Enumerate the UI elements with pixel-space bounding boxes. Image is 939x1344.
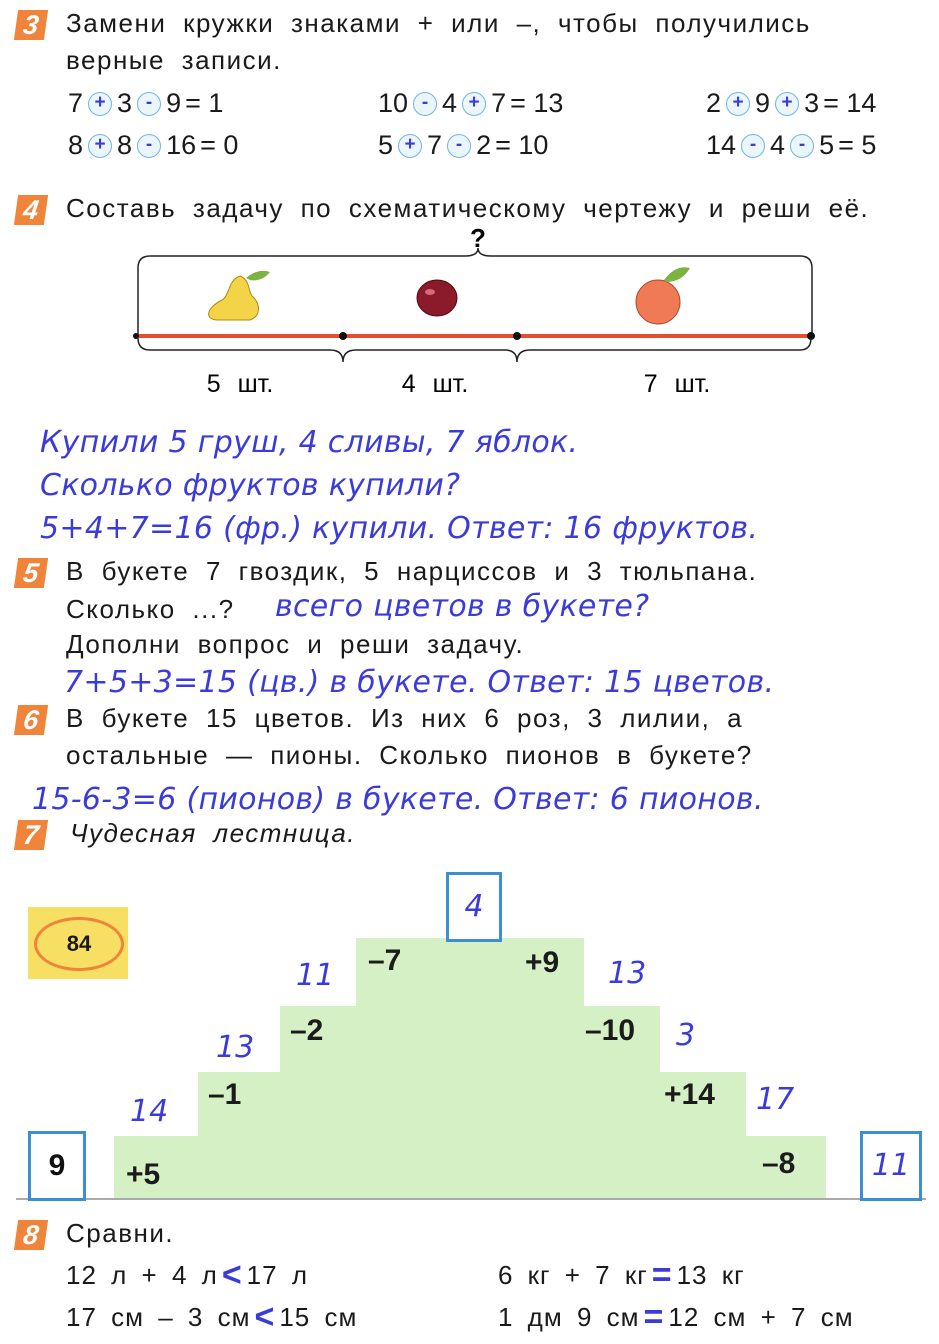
operator-circle: - (447, 134, 471, 158)
task-6-text-line1: В букете 15 цветов. Из них 6 роз, 3 лилии, а (66, 703, 744, 733)
segment-label-plums: 4 шт. (401, 370, 469, 398)
operator-circle: + (398, 134, 422, 158)
ladder-step-1 (114, 1136, 826, 1200)
equation-operand: 3 (117, 88, 133, 118)
task-6-text-line2: остальные — пионы. Сколько пионов в букете? (66, 740, 753, 770)
task-3-text-line1: Замени кружки знаками + или –, чтобы получились (66, 8, 811, 38)
operator-circle: + (726, 92, 750, 116)
task-5-answer: 7+5+3=15 (цв.) в букете. Ответ: 15 цветов. (64, 665, 775, 700)
ladder-value-right-3: 17 (756, 1082, 795, 1117)
equation-operand: 7 (491, 88, 507, 118)
equation-operand: 5 (378, 130, 394, 160)
operator-circle: - (790, 134, 814, 158)
compare-3-sign: < (254, 1298, 276, 1336)
ladder-op-right-1: +9 (525, 946, 560, 979)
task-5-number: 5 (14, 558, 48, 588)
compare-3-right: 15 см (279, 1302, 358, 1332)
task-5-text-line1: В букете 7 гвоздик, 5 нарциссов и 3 тюльпана. (66, 556, 758, 586)
operator-circle: - (137, 134, 161, 158)
task-5-text-line2: Сколько ...? (66, 594, 235, 624)
equation-operand: 16 (166, 130, 197, 160)
compare-row-3 (66, 1298, 357, 1337)
ladder-end-box (860, 1131, 922, 1201)
compare-row-2 (498, 1256, 745, 1295)
compare-1-left: 12 л + 4 л (66, 1260, 218, 1290)
equation-operand: 9 (755, 88, 771, 118)
task-5-text-line3: Дополни вопрос и реши задачу. (66, 629, 525, 659)
operator-circle: - (741, 134, 765, 158)
operator-circle: - (413, 92, 437, 116)
compare-4-right: 12 см + 7 см (668, 1302, 854, 1332)
equation-result: = 13 (510, 88, 564, 118)
compare-row-1 (66, 1256, 308, 1295)
apple-icon (636, 267, 690, 324)
task-4-answer-line1: Купили 5 груш, 4 сливы, 7 яблок. (40, 425, 579, 460)
compare-1-sign: < (221, 1256, 243, 1294)
ladder-value-left-3: 11 (296, 958, 335, 993)
equation-operand: 4 (770, 130, 786, 160)
equation-operand: 3 (804, 88, 820, 118)
compare-1-right: 17 л (246, 1260, 308, 1290)
task-8-number: 8 (14, 1220, 48, 1250)
task-3-number: 3 (14, 10, 48, 40)
compare-row-4 (498, 1298, 854, 1337)
equation (376, 130, 550, 161)
equation (704, 130, 878, 161)
equation (66, 88, 225, 119)
equation-operand: 7 (427, 130, 443, 160)
page-number-badge (28, 907, 128, 979)
operator-circle: + (775, 92, 799, 116)
equation (376, 88, 565, 119)
task-4-answer-line2: Сколько фруктов купили? (40, 468, 461, 503)
equation (66, 130, 240, 161)
equation-operand: 10 (378, 88, 409, 118)
task-6-answer: 15-6-3=6 (пионов) в букете. Ответ: 6 пионов. (32, 782, 764, 817)
operator-circle: + (462, 92, 486, 116)
equation-operand: 8 (68, 130, 84, 160)
ladder-op-left-1: +5 (126, 1158, 161, 1191)
segment-label-apples: 7 шт. (643, 370, 711, 398)
equation-result: = 5 (838, 130, 877, 160)
ladder-op-right-3: +14 (664, 1078, 715, 1111)
compare-2-left: 6 кг + 7 кг (498, 1260, 648, 1290)
plum-icon (417, 280, 457, 316)
compare-2-right: 13 кг (676, 1260, 745, 1290)
ladder-op-right-2: –10 (585, 1014, 636, 1047)
ladder-start-box: 9 (28, 1131, 86, 1201)
task-7-number: 7 (14, 820, 48, 850)
ladder-value-left-1: 14 (130, 1094, 169, 1129)
operator-circle: + (88, 134, 112, 158)
ladder-value-left-2: 13 (216, 1030, 255, 1065)
task-4-answer-line3: 5+4+7=16 (фр.) купили. Ответ: 16 фруктов. (40, 511, 759, 546)
equation-operand: 9 (166, 88, 182, 118)
ladder-value-right-1: 13 (608, 956, 647, 991)
ladder-baseline (16, 1198, 926, 1200)
equation-operand: 2 (706, 88, 722, 118)
equation-operand: 14 (706, 130, 737, 160)
task-8-title: Сравни. (66, 1218, 175, 1248)
task-7-title: Чудесная лестница. (70, 818, 357, 848)
compare-3-left: 17 см – 3 см (66, 1302, 251, 1332)
compare-4-sign: = (643, 1298, 665, 1336)
equation-operand: 4 (442, 88, 458, 118)
equation-operand: 2 (476, 130, 492, 160)
equation-operand: 8 (117, 130, 133, 160)
ladder-top-box (446, 872, 502, 942)
task-3-text-line2: верные записи. (66, 45, 282, 75)
question-mark: ? (470, 223, 486, 253)
segment-label-pears: 5 шт. (206, 370, 274, 398)
compare-2-sign: = (651, 1256, 673, 1294)
ladder-op-left-2: –1 (208, 1078, 242, 1111)
equation-result: = 0 (200, 130, 239, 160)
page-number: 84 (34, 917, 124, 971)
equation-result: = 10 (495, 130, 549, 160)
ladder-top-value: 4 (464, 889, 484, 924)
equation-operand: 5 (819, 130, 835, 160)
pear-icon (209, 271, 270, 320)
ladder-end-value: 11 (871, 1148, 911, 1183)
operator-circle: + (88, 92, 112, 116)
ladder-value-right-2: 3 (676, 1018, 696, 1053)
task-5-handwritten-question: всего цветов в букете? (275, 589, 650, 624)
task-6-number: 6 (14, 705, 48, 735)
task-4-number: 4 (14, 195, 48, 225)
equation (704, 88, 878, 119)
ladder-op-left-3: –2 (290, 1014, 324, 1047)
ladder-op-left-4: –7 (368, 944, 402, 977)
fruit-diagram (0, 220, 939, 410)
equation-operand: 7 (68, 88, 84, 118)
compare-4-left: 1 дм 9 см (498, 1302, 640, 1332)
equation-result: = 1 (185, 88, 224, 118)
operator-circle: - (137, 92, 161, 116)
ladder-op-right-4: –8 (762, 1147, 796, 1180)
equation-result: = 14 (823, 88, 877, 118)
task-4-text: Составь задачу по схематическому чертежу и реши её. (66, 193, 870, 223)
